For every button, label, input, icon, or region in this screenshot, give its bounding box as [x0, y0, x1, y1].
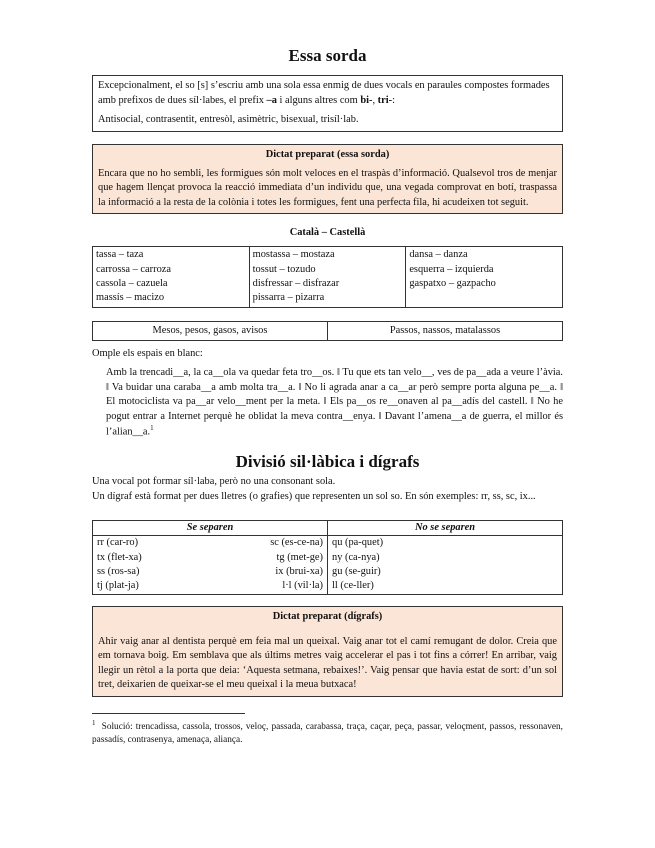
- table-row: qu (pa-quet): [332, 537, 384, 549]
- prefix-tri: tri-: [377, 94, 393, 106]
- dictat-digrafs-title: Dictat preparat (dígrafs): [272, 610, 383, 622]
- footnote-text: Solució: trencadissa, cassola, trossos, veloç, passada, carabassa, traça, caçar, peça, passar, veloçment, passos, ressonaven, passadís, contrasenya, amenaça, aliança.: [92, 721, 563, 746]
- word-pair: esquerra – izquierda: [409, 263, 494, 275]
- exercise-sentences: Amb la trencadi__a, la ca__ola va quedar feta tro__os. ‖ Tu que ets tan velo__, ves de pa__ada a veure l’àvia. ‖ Va buidar una caraba__a amb molta tra__a. ‖ No li agrada anar a ca__ar però sempre porta alguna pe__a. ‖ El motociclista va pa__ar velo__ment per la meta. ‖ Els pa__os re__onaven al pa__adís del castell. ‖ No he pogut entrar a Internet perquè he oblidat la meva contra__enya. ‖ Davant l’amena__a de guerra, el millor és l’alian__a.: [106, 367, 563, 438]
- table-row: rr (car-ro) sc (es-ce-na): [97, 537, 323, 549]
- dictat-essa-sorda-title: Dictat preparat (essa sorda): [265, 148, 390, 160]
- footnote-ref[interactable]: 1: [150, 423, 154, 432]
- word-pair: carrossa – carroza: [96, 263, 171, 275]
- table-row: gu (se-guir): [332, 566, 381, 577]
- catala-castella-col-3: [406, 247, 563, 307]
- table-row: ll (ce-ller): [332, 580, 374, 592]
- plurals-table: [92, 321, 563, 341]
- word-pair: dansa – danza: [409, 249, 468, 261]
- dictat-essa-sorda-text: Encara que no ho sembli, les formigues són molt veloces en el traspàs d’informació. Qualsevol tros de menjar que hagem llençat provoca la reacció immediata d’un individu que, una vegada comprovat en botí, traspassa la informació a la resta de la colònia i totes les formigues, fent una perfecta fila, hi acudeixen tot seguit.: [98, 167, 557, 208]
- footnote: [92, 718, 563, 748]
- word-pair: disfressar – disfrazar: [252, 278, 340, 290]
- footnote-divider: [92, 713, 245, 714]
- digrafs-table: [92, 520, 563, 595]
- dictat-digrafs: [92, 606, 563, 697]
- word-pair: gaspatxo – gazpacho: [409, 278, 496, 290]
- catala-castella-col-2: [249, 247, 406, 307]
- section-title-digrafs: Divisió sil·làbica i dígrafs: [235, 451, 420, 471]
- header-no-se-separen: No se separen: [328, 520, 563, 535]
- prefix-a: –a: [266, 94, 277, 106]
- footnote-mark: 1: [92, 718, 96, 727]
- catala-castella-title: Català – Castellà: [289, 226, 366, 238]
- word-pair: mostassa – mostaza: [252, 249, 335, 261]
- rule-text: Excepcionalment, el so [s] s’escriu amb una sola essa enmig de dues vocals en paraules compostes formades amb prefixos de dues síl·labes, el prefix –a i alguns altres com bi-, tri-:: [98, 80, 550, 106]
- rule-box: [92, 75, 563, 131]
- word-pair: tassa – taza: [96, 249, 144, 261]
- digraf-intro-1: Una vocal pot formar síl·laba, però no una consonant sola.: [92, 476, 336, 488]
- table-row: tj (plat-ja) l·l (vil·la): [97, 580, 323, 592]
- rule-examples: Antisocial, contrasentit, entresòl, asimètric, bisexual, trisíl·lab.: [98, 114, 359, 126]
- plurals-right: Passos, nassos, matalassos: [328, 321, 563, 340]
- dictat-digrafs-text: Ahir vaig anar al dentista perquè em feia mal un queixal. Vaig anar tot el camí remugant de dolor. Creia que em tornava boig. Em semblava que als últims metres vaig accelerar el pas i tot fins a córrer! En arribar, vaig llegir un rètol a la porta que deia: ‘Aquesta setmana, rebaixes!’. Vaig pensar que havia estat de sort: d’un sol tret, deixarien de queixar-se el meu queixal i la meua butxaca!: [98, 636, 557, 691]
- dictat-essa-sorda: [92, 144, 563, 214]
- table-row: tx (flet-xa) tg (met-ge): [97, 551, 323, 563]
- header-se-separen: Se separen: [93, 520, 328, 535]
- word-pair: pissarra – pizarra: [252, 292, 325, 304]
- table-row: ny (ca-nya): [332, 551, 380, 563]
- word-pair: cassola – cazuela: [96, 278, 168, 290]
- catala-castella-col-1: [93, 247, 250, 307]
- exercise-text: [92, 366, 563, 439]
- prefix-bi: bi-: [360, 94, 373, 106]
- digraf-intro-2: Un dígraf està format per dues lletres (o grafies) que representen un sol so. En són exemples: rr, ss, sc, ix...: [92, 490, 536, 502]
- word-pair: massís – macizo: [96, 292, 165, 304]
- table-row: ss (ros-sa) ix (brui-xa): [97, 566, 323, 577]
- catala-castella-table: [92, 246, 563, 307]
- se-separen-cell: [93, 536, 328, 594]
- no-se-separen-cell: [328, 536, 563, 594]
- page-title: Essa sorda: [288, 46, 367, 65]
- word-pair: tossut – tozudo: [252, 263, 316, 275]
- exercise-instruction: Omple els espais en blanc:: [92, 348, 203, 360]
- plurals-left: Mesos, pesos, gasos, avisos: [93, 321, 328, 340]
